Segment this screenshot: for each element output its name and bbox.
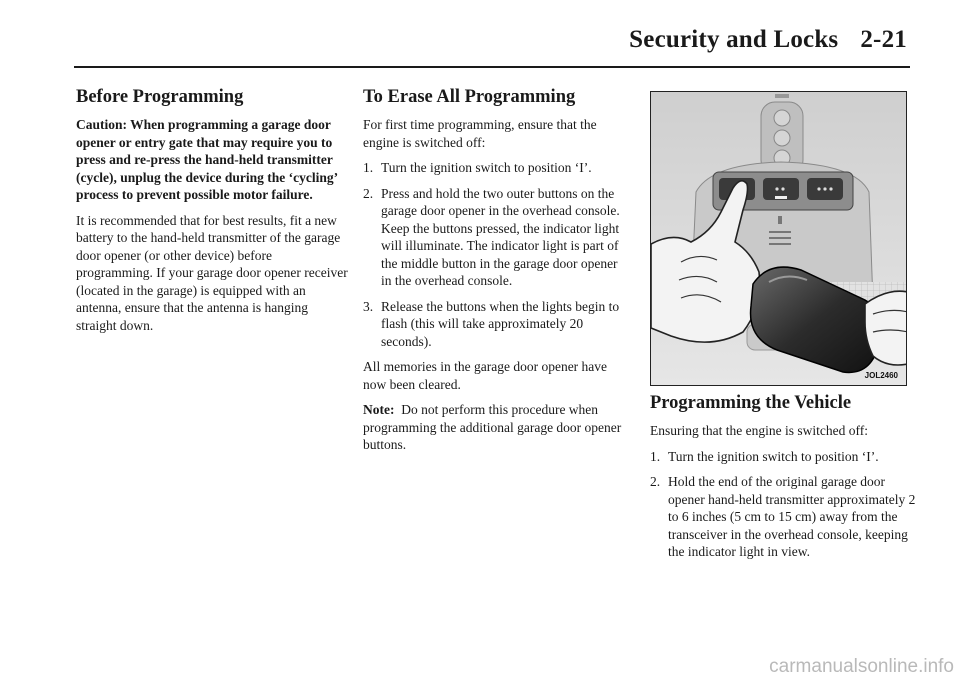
programming-intro: Ensuring that the engine is switched off: — [650, 423, 868, 438]
column-erase-programming — [363, 86, 631, 462]
erase-note — [363, 401, 631, 454]
column-before-programming — [76, 86, 348, 342]
battery-paragraph: It is recommended that for best results, fit a new battery to the hand-held transmitter of the garage door opener (or other device) before programming. If your garage door opener receiver (located in the garage) is equipped with an antenna, ensure that the antenna is hanging straight down. — [76, 212, 348, 333]
page-header — [0, 26, 907, 54]
note-label: Note: — [363, 402, 395, 417]
section-title: Security and Locks — [629, 26, 839, 53]
console-drawing — [651, 92, 907, 386]
note-text: Do not perform this procedure when programming the additional garage door opener buttons. — [363, 402, 622, 452]
page-number: 2-21 — [860, 26, 907, 53]
programming-steps — [650, 448, 918, 561]
watermark: carmanualsonline.info — [769, 656, 954, 677]
list-item: 2. Hold the end of the original garage door opener hand-held transmitter approximately 2 to 6 inches (5 cm to 15 cm) away from the transceiver in the overhead console, keeping the indicator light in view. — [650, 474, 916, 559]
heading-programming-vehicle: Programming the Vehicle — [650, 393, 852, 413]
overhead-console-illustration — [650, 91, 907, 386]
header-rule — [74, 66, 910, 68]
erase-intro: For first time programming, ensure that the engine is switched off: — [363, 117, 597, 150]
caution-text: Caution: When programming a garage door opener or entry gate that may require you to press and re-press the hand-held transmitter (cycle), unplug the device during the ‘cycling’ process to prevent possible motor failure. — [76, 117, 338, 202]
figure-label: JOL2460 — [864, 371, 898, 380]
list-item: 1. Turn the ignition switch to position ‘I’. — [363, 160, 592, 175]
list-item: 1. Turn the ignition switch to position ‘I’. — [650, 448, 879, 464]
list-item: 3. Release the buttons when the lights begin to flash (this will take approximately 20 seconds). — [363, 298, 620, 349]
column-programming-vehicle — [650, 392, 918, 569]
heading-erase-programming: To Erase All Programming — [363, 87, 576, 107]
erase-steps — [363, 159, 631, 350]
heading-before-programming: Before Programming — [76, 87, 244, 107]
erase-result: All memories in the garage door opener have now been cleared. — [363, 359, 608, 392]
list-item: 2. Press and hold the two outer buttons on the garage door opener in the overhead console. Keep the buttons pressed, the indicator light will illuminate. The indicator light is part of the middle button in the garage door opener in the overhead console. — [363, 185, 620, 288]
